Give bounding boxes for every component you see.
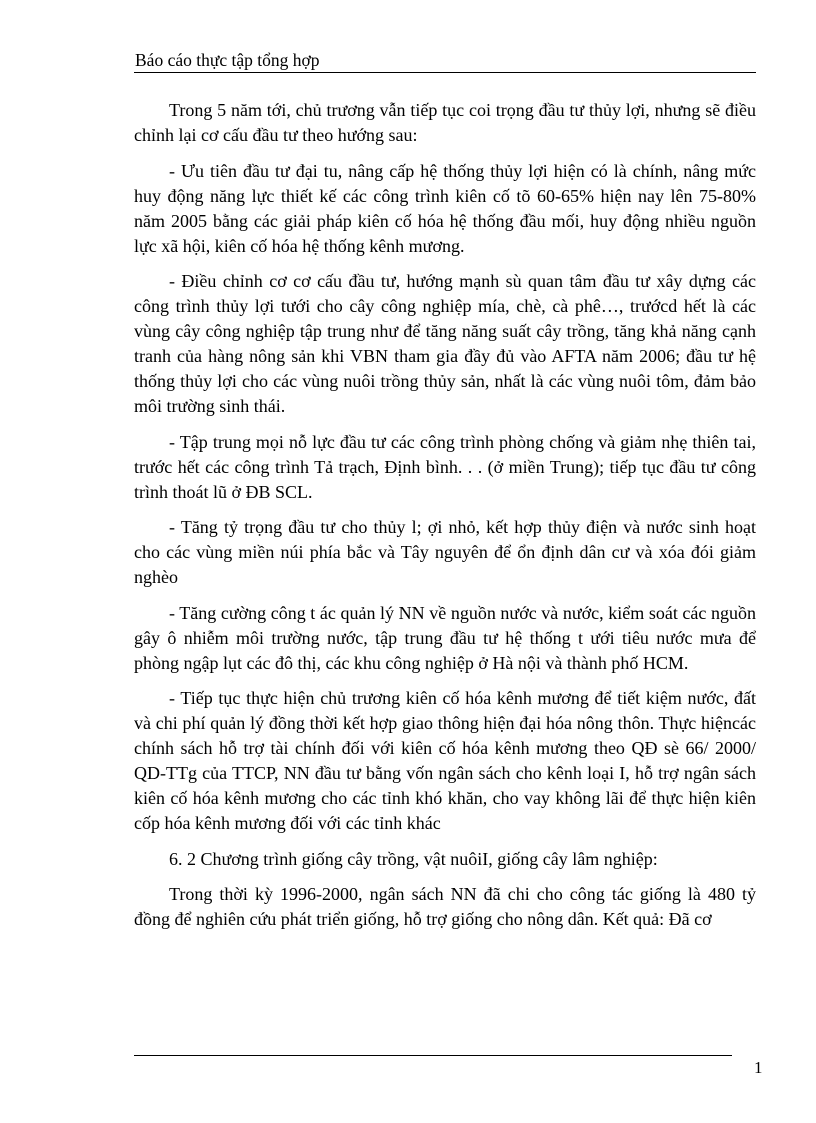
document-body (134, 98, 756, 943)
running-header: Báo cáo thực tập tổng hợp (135, 50, 320, 70)
page-number: 1 (754, 1058, 763, 1077)
paragraph-bullet-4: - Tăng tỷ trọng đầu tư cho thủy l; ợi nhỏ, kết hợp thủy điện và nước sinh hoạt cho các vùng miền núi phía bắc và Tây nguyên để ổn định dân cư và xóa đói giảm nghèo (134, 517, 756, 587)
paragraph-bullet-1: - Ưu tiên đầu tư đại tu, nâng cấp hệ thống thủy lợi hiện có là chính, nâng mức huy động năng lực thiết kế các công trình kiên cố tõ 60-65% hiện nay lên 75-80% năm 2005 bằng các giải pháp kiên cố hóa hệ thống đầu mối, huy động nhiều nguồn lực xã hội, kiên cố hóa hệ thống kênh mương. (134, 160, 756, 256)
header-divider (134, 72, 756, 73)
paragraph-bullet-6: - Tiếp tục thực hiện chủ trương kiên cố hóa kênh mương để tiết kiệm nước, đất và chi phí quản lý đồng thời kết hợp giao thông hiện đại hóa nông thôn. Thực hiệncác chính sách hỗ trợ tài chính đối với kiên cố hóa kênh mương theo QĐ sè 66/ 2000/ QD-TTg của TTCP, NN đầu tư bằng vốn ngân sách cho kênh loại I, hỗ trợ ngân sách kiên cố hóa kênh mương cho các tỉnh khó khăn, cho vay không lãi để thực hiện kiên cốp hóa kênh mương đối với các tỉnh khác (134, 688, 756, 833)
paragraph-bullet-2: - Điều chỉnh cơ cơ cấu đầu tư, hướng mạnh sù quan tâm đầu tư xây dựng các công trình thủy lợi tưới cho cây công nghiệp mía, chè, cà phê…, trướcd hết là các vùng cây công nghiệp tập trung như để tăng năng suất cây trồng, tăng khả năng cạnh tranh của hàng nông sản khi VBN tham gia đầy đủ vào AFTA năm 2006; đầu tư hệ thống thủy lợi cho các vùng nuôi trồng thủy sản, nhất là các vùng nuôi tôm, đảm bảo môi trường sinh thái. (134, 271, 756, 416)
paragraph-section-body: Trong thời kỳ 1996-2000, ngân sách NN đã chi cho công tác giống là 480 tỷ đồng để nghiên cứu phát triển giống, hỗ trợ giống cho nông dân. Kết quả: Đã cơ (134, 884, 756, 929)
paragraph-intro: Trong 5 năm tới, chủ trương vẫn tiếp tục coi trọng đầu tư thủy lợi, nhưng sẽ điều chỉnh lại cơ cấu đầu tư theo hướng sau: (134, 100, 756, 145)
paragraph-bullet-5: - Tăng cường công t ác quản lý NN về nguồn nước và nước, kiểm soát các nguồn gây ô nhiễm môi trường nước, tập trung đầu tư hệ thống t ưới tiêu nước mưa để phòng ngập lụt các đô thị, các khu công nghiệp ở Hà nội và thành phố HCM. (134, 602, 756, 673)
footer-divider (134, 1055, 732, 1056)
section-heading: 6. 2 Chương trình giống cây trồng, vật nuôiI, giống cây lâm nghiệp: (169, 848, 658, 869)
paragraph-bullet-3: - Tập trung mọi nỗ lực đầu tư các công trình phòng chống và giảm nhẹ thiên tai, trước hết các công trình Tả trạch, Định bình. . . (ở miền Trung); tiếp tục đầu tư công trình thoát lũ ở ĐB SCL. (134, 431, 756, 502)
